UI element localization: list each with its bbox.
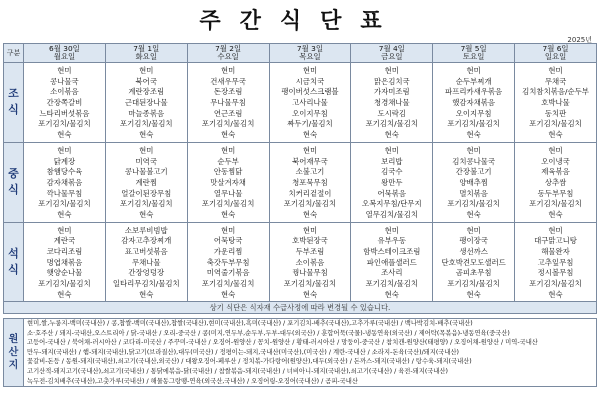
menu-item: 치커리겉절이 [288, 188, 332, 198]
menu-item: 곰피초무침 [455, 268, 492, 278]
menu-item: 깍나물무침 [46, 188, 83, 198]
menu-item: 포기김치/물김치 [365, 279, 419, 289]
menu-item: 어묵탕국 [213, 236, 243, 246]
menu-item: 청포묵무침 [292, 177, 328, 187]
menu-item: 건새우무국 [210, 76, 246, 86]
menu-item: 맑은김치국 [373, 76, 410, 86]
menu-item: 소보루비빔밥 [124, 225, 168, 235]
menu-item: 제육볶음 [541, 167, 570, 177]
menu-item: 계란찜 [135, 177, 157, 187]
origin-label-char: 지 [8, 360, 19, 372]
menu-item: 단호박견모도샐러드 [441, 257, 506, 267]
menu-item: 축갓두부무침 [206, 257, 250, 267]
menu-item: 맛살겨자채 [210, 177, 246, 187]
day-date: 7월 3일 [296, 43, 323, 53]
menu-item: 계란장조림 [128, 87, 165, 97]
menu-item: 현미 [384, 225, 399, 235]
menu-item: 현숙 [302, 289, 318, 299]
menu-cell [105, 222, 187, 302]
menu-item: 현숙 [548, 209, 563, 219]
origin-line: 녹두전-김치배추(국내산),고춧가루(국내산) / 해물동그랑땡-연육(외국산,국내산) / 오징어링-오징어(국내산) / 곰피-국내산 [27, 377, 358, 385]
menu-item: 햇양순나물 [46, 268, 83, 278]
menu-item: 현미 [548, 145, 563, 155]
menu-item: 두부조림 [295, 247, 325, 256]
notice-row [4, 302, 597, 314]
menu-item: 팽이버섯스크램블 [281, 87, 339, 97]
menu-item: 현미 [139, 66, 154, 75]
menu-cell [433, 142, 515, 222]
menu-item: 포기김치/물김치 [120, 199, 173, 209]
menu-item: 고추잎무침 [537, 257, 574, 267]
menu-item: 감자채볶음 [46, 177, 83, 187]
day-header [24, 44, 106, 63]
menu-item: 왕만두 [381, 177, 403, 187]
menu-cell [351, 142, 433, 222]
menu-item: 포기김치/물김치 [529, 119, 582, 129]
origin-label [4, 319, 24, 387]
menu-item: 얼갈이된장무침 [121, 188, 172, 198]
meal-row [4, 222, 597, 302]
menu-item: 상추쌈 [544, 177, 567, 187]
menu-item: 소이볶음 [295, 257, 325, 267]
day-date: 6월 30일 [49, 43, 80, 53]
menu-item: 가자미조림 [373, 87, 410, 97]
menu-item: 포기김치/물김치 [120, 119, 173, 129]
menu-cell [187, 63, 269, 143]
menu-cell [351, 222, 433, 302]
menu-item: 현숙 [384, 289, 399, 299]
menu-item: 포기김치/물김치 [447, 199, 500, 209]
menu-item: 오복지무침/단무지 [361, 199, 422, 209]
menu-cell [105, 142, 187, 222]
menu-item: 순두부 [217, 156, 239, 166]
origin-line: 소·호주산 / 돼지-국내산,오스트리아 / 닭-국내산 / 오리-중국산 / 콩(미지,연두부,순두부,두부-대두(외국산) / 훈합어묵(국물)-냉동연육(외국산) / 제어탁(목볶음)-냉동연육(중국산) [27, 329, 510, 337]
menu-item: 했감자채볶음 [452, 98, 496, 108]
menu-item: 고사리나물 [292, 98, 328, 108]
menu-item: 코다리조림 [46, 247, 83, 256]
menu-item: 호박된장국 [292, 236, 328, 246]
menu-item: 꿩나물무침 [292, 268, 328, 278]
menu-item: 김치참치볶음/순두부 [522, 87, 589, 97]
menu-cell [515, 63, 597, 143]
menu-item: 포기김치/물김치 [529, 279, 582, 289]
menu-item: 간장엉덩장 [128, 268, 165, 278]
menu-item: 무채나물 [131, 257, 161, 267]
menu-cell [269, 142, 351, 222]
menu-item: 현숙 [302, 130, 318, 140]
day-header [105, 44, 187, 63]
menu-cell [24, 142, 106, 222]
day-header [433, 44, 515, 63]
menu-cell [433, 63, 515, 143]
menu-item: 포기김치/물김치 [38, 279, 91, 289]
menu-cell [515, 142, 597, 222]
menu-item: 정시볼무침 [537, 268, 574, 278]
menu-item: 느타리버섯볶음 [39, 108, 90, 118]
menu-item: 간장불고기 [455, 167, 492, 177]
menu-cell [515, 222, 597, 302]
menu-item: 현숙 [302, 209, 318, 219]
menu-item: 열무김치/물김치 [365, 209, 419, 219]
meal-row [4, 142, 597, 222]
origin-lines [24, 319, 597, 387]
menu-item: 간장쪽갈비 [46, 98, 83, 108]
menu-item: 짜두기/물김치 [287, 119, 333, 129]
menu-cell [433, 222, 515, 302]
menu-item: 현미 [57, 66, 72, 75]
menu-item: 포기김치/물김치 [38, 119, 91, 129]
menu-item: 어묵볶음 [377, 188, 407, 198]
menu-item: 현숙 [57, 130, 72, 140]
menu-cell [105, 63, 187, 143]
notice-text: 상기 식단은 식자재 수급사정에 따라 변경될 수 있습니다. [4, 302, 597, 314]
menu-item: 소불고기 [295, 167, 325, 177]
menu-cell [351, 63, 433, 143]
menu-item: 현미 [220, 145, 236, 155]
menu-item: 양배추찜 [459, 177, 488, 187]
menu-item: 현미 [139, 145, 154, 155]
menu-item: 연근조림 [213, 108, 243, 118]
menu-item: 김치콩나물국 [452, 156, 496, 166]
menu-item: 근대된장나물 [124, 98, 168, 108]
menu-item: 현미 [220, 225, 236, 235]
menu-item: 무나물무침 [210, 98, 246, 108]
menu-item: 현숙 [384, 130, 399, 140]
meal-label-char: 식 [8, 183, 19, 197]
menu-item: 일타리무김치/물김치 [112, 279, 180, 289]
menu-item: 현숙 [548, 130, 563, 140]
menu-item: 현미 [548, 66, 563, 75]
day-date: 7월 1일 [133, 43, 160, 53]
meal-label-char: 석 [8, 247, 19, 261]
menu-item: 현미 [466, 225, 481, 235]
origin-label-char: 원 [8, 334, 19, 346]
menu-item: 가운리찜 [213, 247, 243, 256]
menu-item: 포기김치/물김치 [38, 199, 91, 209]
menu-cell [187, 142, 269, 222]
menu-item: 무채국 [544, 76, 567, 86]
menu-item: 함박스테이크조림 [363, 247, 421, 256]
menu-item: 북어재무국 [292, 156, 328, 166]
menu-item: 생선까스 [459, 247, 488, 256]
menu-item: 포기김치/물김치 [283, 279, 337, 289]
menu-item: 동치판 [544, 108, 567, 118]
menu-item: 포기김치/물김치 [283, 199, 337, 209]
weekly-menu-table [3, 43, 597, 314]
menu-item: 현숙 [57, 289, 72, 299]
menu-item: 팽이장국 [459, 236, 488, 246]
menu-item: 포기김치/물김치 [447, 279, 500, 289]
day-date: 7월 6일 [542, 43, 569, 53]
menu-item: 포기김치/물김치 [201, 199, 255, 209]
menu-cell [269, 222, 351, 302]
meal-row [4, 63, 597, 143]
menu-item: 멸치볶음 [459, 188, 488, 198]
menu-item: 현숙 [139, 130, 154, 140]
meal-label [4, 63, 24, 143]
menu-item: 마늘종볶음 [128, 108, 165, 118]
menu-item: 시금치국 [295, 76, 325, 86]
menu-item: 돈장조림 [213, 87, 243, 97]
origin-table [3, 318, 597, 387]
menu-cell [269, 63, 351, 143]
menu-item: 대구맑고니탕 [534, 236, 577, 246]
menu-item: 조사리 [381, 268, 403, 278]
menu-item: 북어국 [135, 76, 157, 86]
menu-item: 포기김치/물김치 [529, 199, 582, 209]
day-weekday: 수요일 [217, 52, 239, 61]
day-weekday: 화요일 [135, 52, 157, 61]
menu-item: 현미 [548, 225, 563, 235]
menu-item: 호박나물 [541, 98, 570, 108]
day-header [351, 44, 433, 63]
menu-cell [187, 222, 269, 302]
menu-item: 소이볶음 [50, 87, 79, 97]
year-label: 2025년 [567, 36, 592, 44]
origin-line: 현미,쌀,누룽지-백미(국내산) / 콩,찹쌀-백미(국내산),찹쌀(국내산),현미(국내산),흑미(국내산) / 포기김치-배추(국내산),고추가루(국내산) / 백나박김치-배추(국내산) [27, 320, 473, 327]
origin-line: 고기산적-돼지고기(국내산),쇠고기(국내산) / 통닭에볶음-닭(국내산) / 참쌀볶음-돼지(국내산) / 너비아니-돼지(국내산),쇠고기(국내산) / 육전-돼지(국내산) [27, 367, 448, 375]
menu-item: 미역국 [135, 156, 157, 166]
menu-item: 현미 [384, 145, 399, 155]
menu-cell [24, 63, 106, 143]
menu-item: 오이지무침 [455, 108, 492, 118]
menu-item: 현숙 [220, 130, 236, 140]
menu-item: 감자고추장찌개 [121, 236, 172, 246]
menu-item: 순두부찌개 [455, 76, 492, 86]
menu-item: 현숙 [466, 130, 481, 140]
day-weekday: 금요일 [381, 52, 403, 61]
origin-line: 꽃갈비-돈등 / 동원-돼지(국내산),쇠고기(국내산,외국산) / 대왕오징어-페루산 / 정치볶-가다랑어(원양산),대두(외국산) / 돈까스-돼지(국내산) / 탕수육-돼지(국내산) [27, 358, 472, 366]
menu-item: 현미 [57, 225, 72, 235]
menu-item: 현숙 [466, 209, 481, 219]
menu-item: 표고버섯볶음 [124, 247, 168, 256]
menu-item: 현미 [466, 66, 481, 75]
menu-item: 현숙 [466, 289, 481, 299]
menu-item: 도시락김 [377, 108, 407, 118]
menu-item: 현숙 [57, 209, 72, 219]
meal-label-char: 식 [8, 263, 19, 277]
menu-item: 포기김치/물김치 [201, 279, 255, 289]
menu-item: 미역줄기볶음 [206, 268, 250, 278]
day-weekday: 월요일 [53, 52, 76, 61]
menu-item: 오이지무침 [292, 108, 328, 118]
day-date: 7월 4일 [378, 43, 405, 53]
menu-item: 콩나물국 [50, 76, 79, 86]
menu-item: 포기김치/물김치 [447, 119, 500, 129]
menu-item: 현숙 [139, 289, 154, 299]
day-weekday: 목요일 [299, 52, 321, 61]
meal-label-char: 조 [8, 87, 19, 101]
menu-item: 열무나물 [213, 188, 243, 198]
menu-item: 닭계장 [53, 156, 76, 166]
page-title: 주간식단표 [199, 9, 401, 34]
menu-item: 현미 [57, 145, 72, 155]
origin-label-char: 산 [8, 347, 19, 359]
origin-line: 고등어-국내산 / 북어채-러시아산 / 코다리-미국산 / 주꾸미-국내산 / 오징어-원양산 / 꽁치-원양산 / 황태-러시아산 / 망둥이-중국산 / 참치캔-원양산(태평양) / 오징어채-원양산 / 미역-국내산 [27, 339, 538, 347]
menu-item: 현미 [220, 66, 236, 75]
menu-item: 참햄당수육 [46, 167, 83, 177]
meal-label [4, 222, 24, 302]
meal-label-char: 중 [8, 167, 19, 181]
menu-item: 현미 [302, 66, 318, 75]
menu-item: 파프리카새우볶음 [445, 87, 503, 97]
menu-item: 안동찜닭 [213, 167, 243, 177]
menu-item: 포기김치/물김치 [201, 119, 255, 129]
menu-cell [24, 222, 106, 302]
menu-item: 계란국 [53, 236, 76, 246]
gubun-label: 구분 [4, 44, 24, 63]
origin-line: 만두-돼지(국내산) / 햄-돼지(국내산),닭고기(브라질산),대두(미국산) / 정평이는-돼지,국내산(미국산),(미국산) / 계란-국내산 / 소라지-돈육(국산)/돼지(국내산) [27, 348, 460, 356]
menu-item: 현숙 [139, 209, 154, 219]
menu-item: 유부우동 [377, 236, 407, 246]
menu-item: 현숙 [220, 289, 236, 299]
day-header [515, 44, 597, 63]
menu-item: 현숙 [220, 209, 236, 219]
meal-label-char: 식 [8, 103, 19, 117]
menu-item: 명엽채볶음 [46, 257, 83, 267]
header-row [4, 44, 597, 63]
day-date: 7월 5일 [460, 43, 487, 53]
menu-item: 포기김치/물김치 [365, 119, 419, 129]
menu-item: 청경채나물 [373, 98, 410, 108]
menu-item: 김국수 [381, 167, 403, 177]
day-header [187, 44, 269, 63]
day-weekday: 토요일 [462, 52, 485, 61]
day-weekday: 일요일 [544, 52, 567, 61]
menu-item: 현미 [302, 225, 318, 235]
day-header [269, 44, 351, 63]
menu-item: 현숙 [548, 289, 563, 299]
menu-item: 콩나물불고기 [124, 167, 168, 177]
menu-item: 동두부무침 [537, 188, 574, 198]
menu-item: 현미 [466, 145, 481, 155]
meal-label [4, 142, 24, 222]
menu-item: 현미 [384, 66, 399, 75]
menu-item: 오이냉국 [541, 156, 570, 166]
menu-item: 보리밥 [381, 156, 403, 166]
day-date: 7월 2일 [215, 43, 242, 53]
menu-item: 해물완자 [541, 247, 570, 256]
menu-item: 파인애플샐러드 [366, 257, 417, 267]
menu-item: 현미 [302, 145, 318, 155]
